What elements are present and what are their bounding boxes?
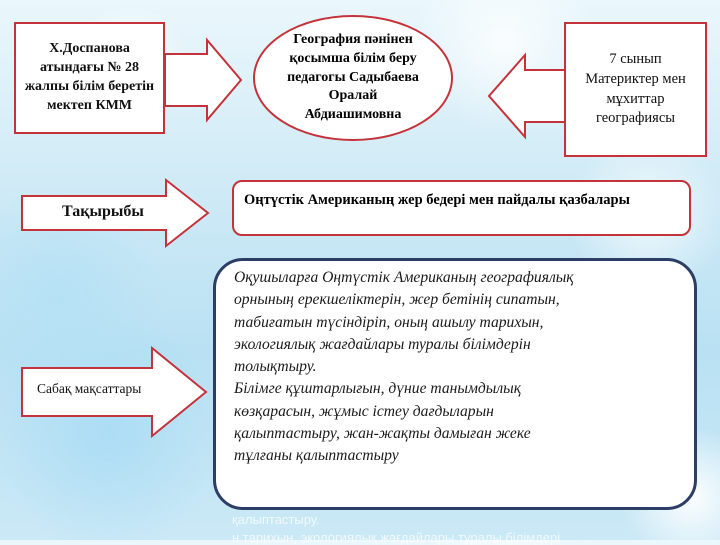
school-text: Х.Доспанова атындағы № 28 жалпы білім беретін мектеп КММ	[24, 41, 155, 113]
goals-line: орнының ерекшеліктерін, жер бетінің сипатын,	[234, 291, 560, 309]
school-box	[14, 22, 165, 134]
goals-line: көзқарасын, жұмыс істеу дағдыларын	[234, 402, 494, 420]
overflow-text: қалыптастыру.	[232, 512, 320, 527]
teacher-text: География пәнінен қосымша білім беру педагогы Садыбаева Оралай Абдиашимовна	[287, 31, 419, 123]
topic-label: Тақырыбы	[62, 203, 144, 220]
goals-line: Білімге құштарлығын, дүние танымдылық	[234, 380, 522, 398]
grade-text: 7 сынып Материктер мен мұхиттар географиясы	[585, 51, 686, 127]
goals-line: табиғатын түсіндіріп, оның ашылу тарихын,	[234, 313, 544, 331]
arrow-right-icon	[165, 40, 245, 120]
topic-box	[232, 180, 691, 236]
goals-line: қалыптастыру, жан-жақты дамыған жеке	[234, 425, 531, 443]
goals-label: Сабақ мақсаттары	[37, 381, 142, 396]
goals-line: экологиялық жағдайлары туралы білімдерін	[234, 335, 531, 353]
goals-line: толықтыру.	[234, 358, 317, 376]
goals-line: тұлғаны қалыптастыру	[234, 447, 399, 465]
grade-box	[564, 22, 707, 157]
goals-line: Оқушыларға Оңтүстік Американың географиялық	[234, 269, 574, 286]
arrow-left-icon	[487, 55, 565, 137]
teacher-ellipse	[253, 15, 453, 141]
goals-box	[213, 258, 697, 510]
overflow-text: н тарихын, экологиялық жағдайлары туралы білімдері	[232, 530, 561, 545]
topic-text: Оңтүстік Американың жер бедері мен пайдалы қазбалары	[244, 192, 630, 208]
